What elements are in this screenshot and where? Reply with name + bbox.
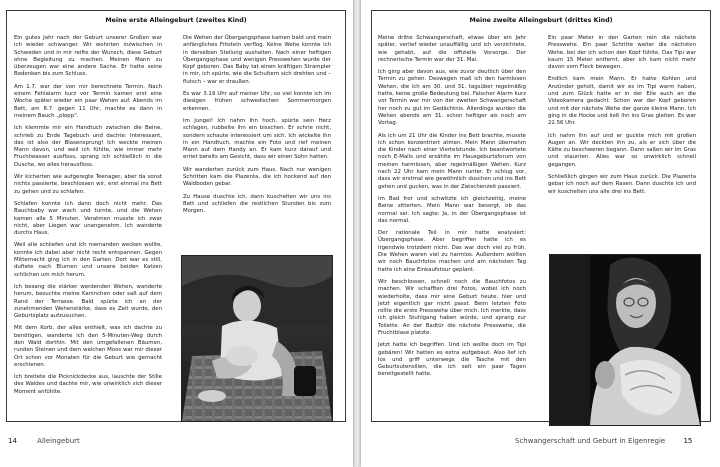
paragraph: Am 1.7. war der von mir berechnete Termin. Nach einem Fehlalarm kurz vor Termin kamen erst eine Woche später wieder ein paar Wehen auf. Abends im Bett, am 8.7. gegen 11 Uhr, machte es dann in meinem Bauch „plopp“. — [14, 83, 162, 119]
paragraph: Ich besang die stärker werdenden Wehen, wanderte herum, besuchte meine Kaninchen oder saß auf dem Rand der Terrasse. Bald spürte ich an der zunehmenden Wehenstärke, dass es Zeit wurde, den Geburtsplatz aufzusuchen. — [14, 283, 162, 320]
paragraph: Jetzt hatte ich begriffen. Und ich wollte doch im Tipi gebären! Wir hatten es extra aufgebaut. Also lief ich los und griff unterwegs die Tasche mit den Geburtsutensilien, die ich seit ein paar Tagen bereitgestellt hatte. — [378, 342, 526, 378]
paragraph: Schließlich gingen wir zum Haus zurück. Die Plazenta gebar ich noch auf dem Rasen. Dann duschte ich und wir kuschelten uns alle drei ins Bett. — [548, 174, 696, 195]
paragraph: Ein paar Meter in den Garten rein die nächste Presswehe. Ein paar Schritte weiter die nächsten Wehe, bei der ich schon den Kopf fühlte. Das Tipi war kaum 15 Meter entfernt, aber ich kam nicht mehr davon vom Fleck bewegen. — [548, 35, 696, 71]
paragraph: Ich ging aber davon aus, wie zuvor deutlich über den Termin zu gehen. Deswegen maß ich den harmlosen Wehen, die ich am 30. und 31. tagsüber regelmäßig hatte, keine große Bedeutung bei. Falscher Alarm kurz vor Termin war mir von der zweiten Schwangerschaft her noch zu gut im Gedächtnis. Allerdings wurden die Wehen abends am 31. schon heftiger als noch am Vortag. — [378, 69, 526, 127]
paragraph: Im Bad fror und schwitzte ich gleichzeitig, meine Beine zitterten. Mein Mann war besorgt, ob das normal sei. Ich sagte: Ja, in der Übergangsphase ist das normal. — [378, 195, 526, 224]
mother-newborn-photo — [549, 254, 701, 426]
page-number: 14 — [8, 437, 17, 445]
right-page-title: Meine zweite Alleingeburt (drittes Kind) — [469, 17, 613, 24]
left-footer — [8, 437, 80, 445]
mother-newborn-photo-image — [550, 255, 700, 425]
paragraph: Zu Hause duschte ich, dann kuschelten wir uns ins Bett und schliefen die restlichen Stunden bis zum Morgen. — [183, 193, 331, 215]
running-footer: Schwangerschaft und Geburt in Eigenregie — [515, 437, 666, 445]
paragraph: Es war 3.19 Uhr auf meiner Uhr, so viel konnte ich im diesigen frühen schwedischen Sommermorgen erkennen. — [183, 91, 331, 112]
paragraph: Wir wanderten zurück zum Haus. Nach nur wenigen Schritten kam die Plazenta, die ich hockend auf den Waldboden gebar. — [183, 166, 331, 188]
left-column-2-top — [183, 35, 331, 221]
right-column-1 — [378, 35, 526, 384]
paragraph: Ein gutes Jahr nach der Geburt unserer Großen war ich wieder schwanger. Wir wohnten inzwischen in Schweden und in mir reifte der Wunsch, diese Geburt ohne Begleitung zu machen. Meinen Mann zu überzeugen war eine andere Sache. Er hatte seine Bedenken bis zum Schluss. — [14, 35, 162, 78]
paragraph: Schlafen konnte ich dann doch nicht mehr. Das Bauchbaby war wach und turnte, und die Wehen kamen alle 5 Minuten. Veratmen musste ich zwar nicht, aber Liegen war unangenehm. Ich wanderte durchs Haus. — [14, 200, 162, 237]
paragraph: Endlich kam mein Mann. Er hatte Kohlen und Anzünder geholt, damit wir es im Tipi warm haben, und zum Glück hatte er in der Eile auch an die Videokamera gedacht. Schon war der Kopf geboren und mit der nächste Wehe der ganze kleine Mann. Ich ging in die Hocke und ließ ihn ins Gras gleiten. Es war 22.56 Uhr. — [548, 76, 696, 127]
paragraph: Weil alle schliefen und ich niemanden wecken wollte, konnte ich dabei aber nicht recht entspannen. Gegen Mitternacht ging ich in den Garten. Dort war es still, duftete nach Blumen und unsere beiden Katzen schlichen um mich herum. — [14, 242, 162, 278]
paragraph: Ich breitete die Picknickdecke aus, lauschte der Stille des Waldes und dachte mir, wie unwirklich sich dieser Moment anfühlte. — [14, 374, 162, 395]
paragraph: Wir beschlossen, schnell noch die Bauchfotos zu machen. Wir schafften drei Fotos, wobei ich noch wiederholte, dass mir eine Geburt heute, hier und jetzt eigentlich gar nicht passt. Beim letzten Foto rollte die erste Presswehe über mich. Ich merkte, dass ich gleich Stuhlgang haben würde, und sprang zur Toilette. An der Badtür die nächste Presswehe, die Fruchtblase platzte. — [378, 278, 526, 336]
running-footer: Alleingeburt — [37, 437, 80, 445]
right-column-2 — [548, 35, 696, 201]
paragraph: Ich nahm ihn auf und er guckte mich mit großen Augen an. Wir deckten ihn zu, als er sich über die Kälte zu beschweren begann. Dann saßen wir im Gras und staunten. Alles war so unwirklich schnell gegangen. — [548, 132, 696, 168]
right-page — [361, 0, 720, 467]
left-page-frame — [6, 10, 346, 422]
page-number: 15 — [683, 437, 693, 445]
left-column-1 — [14, 35, 162, 401]
paragraph: Die Wehen der Übergangsphase kamen bald und mein anfängliches Frösteln verflog. Keine Wehe konnte ich in derselben Stellung aushalten. Nach einer heftigen Übergangsphase und wenigen Presswehen wurde der Kopf geboren. Das Baby tat einen kräftigen Strampler in mir, ich spürte, wie die Schultern sich drehten und – flutsch – war er draußen. — [183, 35, 331, 85]
right-page-frame — [371, 10, 711, 422]
paragraph: Wir kicherten wie aufgeregte Teenager, aber da sonst nichts passierte, beschlossen wir, erst einmal ins Bett zu gehen und zu schlafen. — [14, 174, 162, 195]
paragraph: Mit dem Korb, der alles enthielt, was ich dachte zu benötigen, wanderte ich den 5-Minuten-Weg durch den Wald dorthin. Mit den umgefallenen Bäumen, runden Steinen und dem weichen Moos war mir dieser Ort schon vor Monaten für die Geburt wie gemacht erschienen. — [14, 325, 162, 368]
right-footer — [515, 437, 692, 445]
paragraph: Im Jungel! Ich nahm ihn hoch, spürte sein Herz schlagen, rubbelte ihn ein bisschen. Er schrie nicht, sondern schaute interessiert um sich. Ich wickelte ihn in ein Handtuch, machte ein Foto und rief meinen Mann auf dem Handy an. Er kam kurz darauf und erriet bereits am Gesicht, dass wir einen Sohn hatten. — [183, 117, 331, 161]
paragraph: Meine dritte Schwangerschaft, etwas über ein Jahr später, verlief wieder unauffällig und ich verzichtete, wie gehabt, auf die offizielle Vorsorge. Der rechnerische Termin war der 31. Mai. — [378, 35, 526, 63]
forest-birth-photo-image — [182, 256, 332, 421]
forest-birth-photo — [181, 255, 333, 422]
paragraph: Als ich um 21 Uhr die Kinder ins Bett brachte, musste ich schon konzentriert atmen. Mein Mann übernahm die Kinder nach einer Viertelstunde. Ich beantwortete noch E-Mails und erzählte im Hausgeburtsforum von meinen harmlosen, aber regelmäßigen Wehen. Kurz nach 22 Uhr kam mein Mann runter. Er schlug vor, dass wir erstmal wie gewöhnlich duschen und ins Bett gehen und gucken, was in der Zwischenzeit passiert. — [378, 132, 526, 190]
left-page — [0, 0, 353, 467]
paragraph: Ich klemmte mir ein Handtuch zwischen die Beine, schrieb zu Ende Tagebuch und dachte: Interessant, das ist also der Blasensprung! Ich weckte meinen Mann davon, und weil ich fühlte, wie immer mehr Fruchtwasser ausfloss, sprang ich schließlich in die Dusche, wo alles herausfloss. — [14, 125, 162, 168]
paragraph: Der rationale Teil in mir hatte analysiert: Übergangsphase. Aber begriffen hatte ich es irgendwie trotzdem nicht. Das war doch viel zu früh. Die Wehen waren viel zu harmlos. Außerdem wollten wir noch Bauchfotos machen und am nächsten Tag hatte ich eine Einkaufstour geplant. — [378, 230, 526, 273]
left-page-title: Meine erste Alleingeburt (zweites Kind) — [105, 17, 247, 24]
